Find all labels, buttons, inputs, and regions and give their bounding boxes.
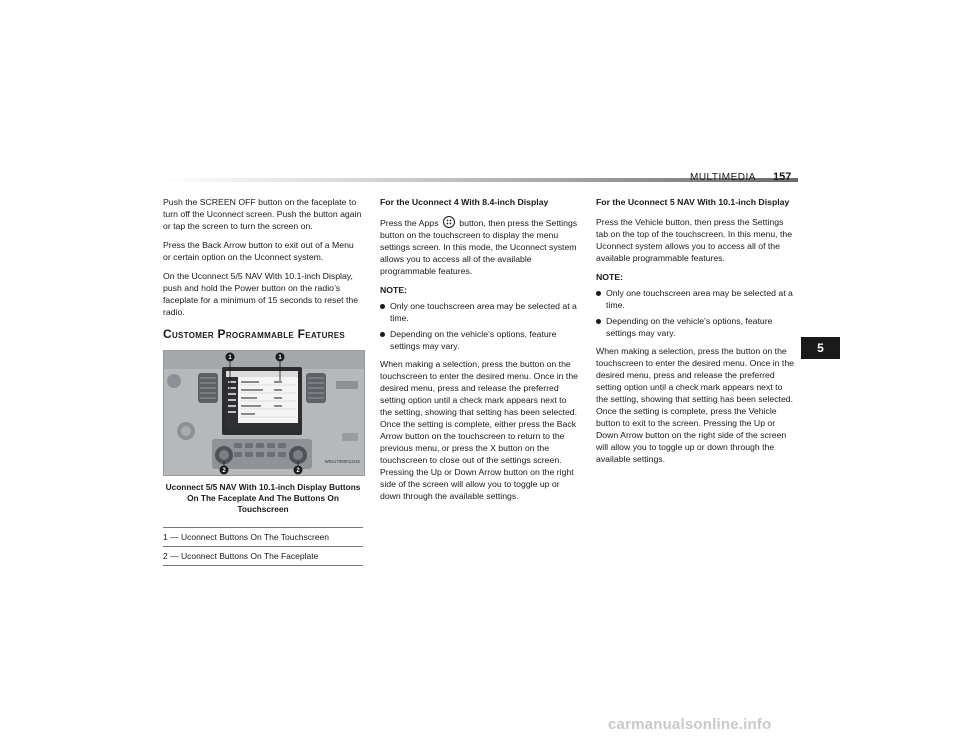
paragraph: On the Uconnect 5/5 NAV With 10.1-inch Display, push and hold the Power button on the radio’s faceplate for a minimum of 15 seconds to reset the radio. — [163, 271, 359, 317]
section-title: Customer Programmable Features — [163, 327, 346, 341]
paragraph: Press the Vehicle button, then press the Settings tab on the top of the touchscreen. In this menu, the Uconnect system allows you to access all of the available programmable features. — [596, 217, 793, 263]
page-number: 157 — [773, 171, 792, 183]
column-right — [596, 196, 796, 472]
dashboard-figure — [163, 350, 365, 476]
callout-label: 2 — [296, 468, 300, 475]
note-list — [596, 287, 796, 339]
callout-label: 1 — [228, 355, 232, 362]
paragraph: When making a selection, press the button on the touchscreen to enter the desired menu. Once in the desired menu, press and release the preferred setting option until a check mark appears next to the setting, showing that setting has been selected. Once the setting is complete, either press the Back Arrow button on the touchscreen to return to the previous menu, or press the X button on the touchscreen to close out of the settings screen. Pressing the Up or Down Arrow button on the right side of the screen will allow you to toggle up or down through the available settings. — [380, 359, 579, 501]
callout-label: 2 — [222, 468, 226, 475]
paragraph — [380, 216, 580, 277]
header-section-title: MULTIMEDIA — [690, 172, 756, 183]
apps-icon — [443, 216, 455, 228]
text-run: button, then press the Settings button on the touchscreen to display the menu settings screen. In this mode, the Uconnect system allows you to access all of the available programmable features. — [380, 218, 578, 276]
dashboard-illustration — [164, 351, 364, 475]
note-list — [380, 300, 580, 352]
callout-label: 1 — [278, 355, 282, 362]
paragraph: When making a selection, press the button on the touchscreen to enter the desired menu. Once in the desired menu, press and release the preferred setting option until a check mark appears next to the setting, showing that setting has been selected. Once the setting is complete, press the Vehicle button to exit to the screen. Pressing the Up or Down Arrow button on the right side of the screen will allow you to toggle up or down through the available settings. — [596, 346, 795, 464]
figure-caption: Uconnect 5/5 NAV With 10.1-inch Display Buttons On The Faceplate And The Buttons On Touchscreen — [165, 482, 361, 514]
watermark: carmanualsonline.info — [608, 716, 772, 733]
legend-row: 2 — Uconnect Buttons On The Faceplate — [163, 546, 363, 566]
subheading: For the Uconnect 5 NAV With 10.1-inch Display — [596, 197, 790, 207]
note-label: NOTE: — [596, 272, 624, 282]
column-left — [163, 196, 363, 566]
list-item: Only one touchscreen area may be selected at a time. — [596, 287, 796, 311]
figure-id: W0417000012US — [324, 459, 360, 464]
list-item: Only one touchscreen area may be selected at a time. — [380, 300, 580, 324]
list-item: Depending on the vehicle’s options, feature settings may vary. — [596, 315, 796, 339]
column-middle — [380, 196, 580, 509]
chapter-tab: 5 — [801, 337, 840, 359]
paragraph: Push the SCREEN OFF button on the faceplate to turn off the Uconnect screen. Push the button again or tap the screen to turn the screen on. — [163, 197, 362, 231]
subheading: For the Uconnect 4 With 8.4-inch Display — [380, 197, 549, 207]
text-run: Press the Apps — [380, 218, 439, 228]
paragraph: Press the Back Arrow button to exit out of a Menu or certain option on the Uconnect system. — [163, 240, 354, 262]
note-label: NOTE: — [380, 285, 408, 295]
list-item: Depending on the vehicle’s options, feature settings may vary. — [380, 328, 580, 352]
legend-row: 1 — Uconnect Buttons On The Touchscreen — [163, 527, 363, 546]
